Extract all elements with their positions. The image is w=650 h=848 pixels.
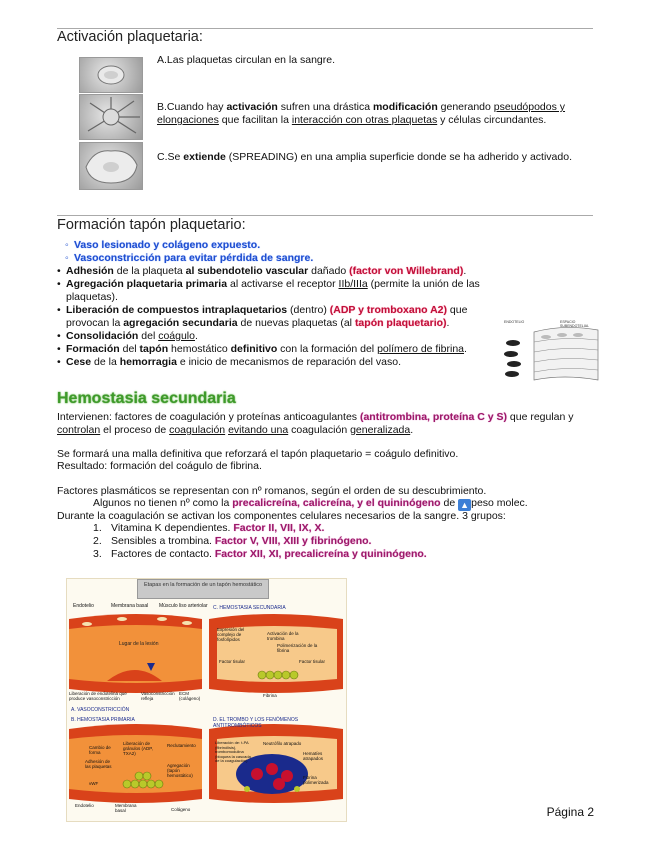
alg-t3: peso molec. [471, 497, 528, 509]
c-part1: C.Se [157, 151, 184, 163]
figure-title: Etapas en la formación de un tapón hemostático [143, 582, 263, 588]
int-t5: coagulación [288, 424, 351, 436]
b-part1: B.Cuando hay [157, 101, 227, 113]
lib-b2: agregación secundaria [123, 317, 238, 329]
label-reclutamiento: Reclutamiento [167, 743, 196, 748]
adh-t3: . [463, 265, 467, 277]
label-neutrofilo: Neutrófilo atrapado [263, 741, 302, 746]
activation-a-text: A.Las plaquetas circulan en la sangre. [157, 54, 336, 66]
secondary-heading: Hemostasia secundaria [57, 390, 236, 407]
lib-hl2: tapón plaquetario) [354, 317, 447, 329]
b-part2: sufren una drástica [277, 101, 373, 113]
label-fibrina-polimerizada: Fibrina polimerizada [303, 775, 329, 785]
platelet-spreading-image [79, 142, 143, 190]
group-2-hl: Factor V, VIII, XIII y fibrinógeno. [214, 535, 372, 547]
label-expresion: Expresión del complejo de fosfolípidos [217, 627, 245, 642]
label-vasoconstriccion: Vasoconstricción refleja [141, 691, 175, 701]
middle-rule [57, 215, 593, 216]
for-t2: hemostático [168, 343, 231, 355]
label-ecm: ECM (colágeno) [179, 691, 201, 701]
con-b1: Consolidación [66, 330, 139, 342]
plug-agregacion [57, 278, 497, 304]
for-t3: con la formación del [277, 343, 378, 355]
activation-heading: Activación plaquetaria: [57, 29, 203, 45]
label-adhesion: Adhesión de las plaquetas [85, 759, 112, 769]
label-musculo: Músculo liso arteriolar [159, 603, 208, 609]
plug-adhesion [57, 265, 497, 278]
group-1-num: 1. [93, 522, 102, 534]
int-u3: evitando una [228, 424, 289, 436]
int-t2: que regulan y [506, 411, 574, 423]
group-3 [93, 548, 593, 561]
con-u1: coágulo [158, 330, 195, 342]
plug-sub-1 [57, 239, 497, 252]
up-arrow-icon: ▲ [458, 499, 471, 511]
alg-t1: Algunos no tienen nº como la [93, 497, 233, 509]
int-t1: Intervienen: factores de coagulación y proteínas anticoagulantes [57, 411, 360, 423]
label-liberacion-tpa: Liberación de: t-PA (fibrinólisis), trombomodulina (bloquea la cascada de la coagulación) [215, 740, 251, 763]
c-extiende: extiende [183, 151, 226, 163]
b-interaccion: interacción con otras plaquetas [291, 114, 438, 126]
group-2-text: Sensibles a trombina. [111, 535, 215, 547]
label-fibrina: Fibrina [263, 693, 277, 698]
label-agregacion: Agregación (tapón hemostático) [167, 763, 193, 778]
con-t2: . [194, 330, 198, 342]
label-liberacion-granulos: Liberación de gránulos (ADP, TXA2) [123, 741, 153, 756]
label-vwf: vWF [89, 781, 99, 786]
label-cambio: Cambio de forma [89, 745, 111, 755]
int-hl: (antitrombina, proteína C y S) [359, 411, 507, 423]
groups-list [93, 522, 593, 561]
agr-t1: al activarse el receptor [227, 278, 339, 290]
activation-b-text [157, 101, 593, 127]
ces-b2: hemorragia [119, 356, 177, 368]
adh-b2: al subendotelio vascular [185, 265, 309, 277]
for-u1: polímero de fibrina [377, 343, 465, 355]
b-pseudopodos: pseudópodos y elongaciones [157, 101, 566, 126]
plug-consolidacion [57, 330, 497, 343]
for-b2: tapón [139, 343, 169, 355]
group-3-text: Factores de contacto. [111, 548, 215, 560]
label-factor-tisular: Factor tisular [219, 659, 246, 664]
label-colageno: Colágeno [171, 807, 191, 812]
group-1 [93, 522, 593, 535]
label-liberacion-endotelina: Liberación de endotelina que produce vasoconstricción [69, 691, 127, 701]
int-u4: generalizada [350, 424, 411, 436]
label-panel-d: D. EL TROMBO Y LOS FENÓMENOS ANTITROMBÓTICOS [213, 717, 299, 729]
b-modificacion: modificación [372, 101, 438, 113]
int-u1: controlan [57, 424, 101, 436]
for-t1: del [119, 343, 140, 355]
ces-t1: de la [91, 356, 120, 368]
b-part4: que facilitan la [218, 114, 292, 126]
adh-t2: dañado [308, 265, 350, 277]
diagram-label-subendotelial: ESPACIO SUBENDOTELIAL [560, 320, 589, 328]
endothelium-diagram [504, 318, 600, 384]
lib-t1: (dentro) [287, 304, 330, 316]
label-membrana-basal: Membrana basal [111, 603, 149, 609]
group-2 [93, 535, 593, 548]
label-membrana-b: Membrana basal [115, 803, 137, 813]
ces-t2: e inicio de mecanismos de reparación del vaso. [176, 356, 402, 368]
label-endotelio: Endotelio [73, 603, 94, 609]
diagram-label-endotelio: ENDOTELIO [504, 320, 525, 324]
label-hematies: Hematíes atrapados [303, 751, 324, 761]
group-3-hl: Factor XII, XI, precalicreína y quininógeno. [214, 548, 427, 560]
for-b1: Formación [66, 343, 120, 355]
c-part2: (SPREADING) en una amplia superficie donde se ha adherido y activado. [225, 151, 572, 163]
lib-b1: Liberación de compuestos intraplaquetarios [66, 304, 288, 316]
label-lugar-lesion: Lugar de la lesión [119, 641, 159, 647]
platelet-resting-image [79, 57, 143, 93]
con-t1: del [138, 330, 159, 342]
b-activacion: activación [226, 101, 278, 113]
sub2-text: Vasoconstricción para evitar pérdida de sangre. [74, 252, 314, 264]
label-endotelio-b: Endotelio [75, 803, 94, 808]
hemostasis-figure [66, 578, 347, 822]
plug-liberacion [57, 304, 497, 330]
label-polimerizacion: Polimerización de la fibrina [277, 643, 318, 653]
lib-t4: . [446, 317, 450, 329]
resultado-line: Resultado: formación del coágulo de fibrina. [57, 460, 262, 472]
plug-list [57, 239, 497, 369]
lib-t3: de nuevas plaquetas (al [237, 317, 355, 329]
group-2-num: 2. [93, 535, 102, 547]
factores-line: Factores plasmáticos se representan con nº romanos, según el orden de su descubrimiento. [57, 485, 487, 497]
lib-t2: que provocan la [66, 304, 468, 329]
plug-sub-2 [57, 252, 497, 265]
malla-line: Se formará una malla definitiva que reforzará el tapón plaquetario = coágulo definitivo. [57, 448, 459, 460]
label-panel-a: A. VASOCONSTRICCIÓN [71, 707, 130, 713]
ces-b1: Cese [66, 356, 92, 368]
group-1-text: Vitamina K dependientes. [111, 522, 234, 534]
int-t3: el proceso de [100, 424, 170, 436]
label-factor-tisular-2: Factor tisular [299, 659, 326, 664]
plug-cese [57, 356, 497, 369]
group-1-hl: Factor II, VII, IX, X. [233, 522, 325, 534]
algunos-line [93, 497, 593, 511]
page-number: Página 2 [546, 805, 594, 819]
b-part3: generando [437, 101, 494, 113]
activation-c-text [157, 151, 593, 164]
intervienen-line [57, 411, 597, 437]
sub1-text: Vaso lesionado y colágeno expuesto. [74, 239, 261, 251]
plug-heading: Formación tapón plaquetario: [57, 217, 246, 233]
for-t4: . [464, 343, 467, 355]
adh-t1: de la plaqueta [113, 265, 186, 277]
int-t6: . [410, 424, 414, 436]
int-u2: coagulación [169, 424, 226, 436]
agr-b1: Agregación plaquetaria primaria [66, 278, 228, 290]
platelet-activated-image [79, 94, 143, 140]
label-panel-b: B. HEMOSTASIA PRIMARIA [71, 717, 135, 723]
for-b3: definitivo [230, 343, 278, 355]
adh-b1: Adhesión [66, 265, 114, 277]
b-part5: y células circundantes. [437, 114, 547, 126]
adh-hl: (factor von Willebrand) [349, 265, 464, 277]
alg-hl: precalicreína, calicreína, y el quininógeno [232, 497, 441, 509]
label-panel-c: C. HEMOSTASIA SECUNDARIA [213, 605, 286, 611]
alg-t2: de [440, 497, 459, 509]
agr-t2: (permite la unión de las plaquetas). [66, 278, 480, 303]
group-3-num: 3. [93, 548, 102, 560]
agr-u1: IIb/IIIa [338, 278, 368, 290]
plug-formacion [57, 343, 497, 356]
lib-hl: (ADP y tromboxano A2) [329, 304, 448, 316]
durante-line: Durante la coagulación se activan los componentes celulares necesarios de la sangre. 3 grupos: [57, 510, 506, 522]
label-activacion-trombina: Activación de la trombina [267, 631, 299, 641]
